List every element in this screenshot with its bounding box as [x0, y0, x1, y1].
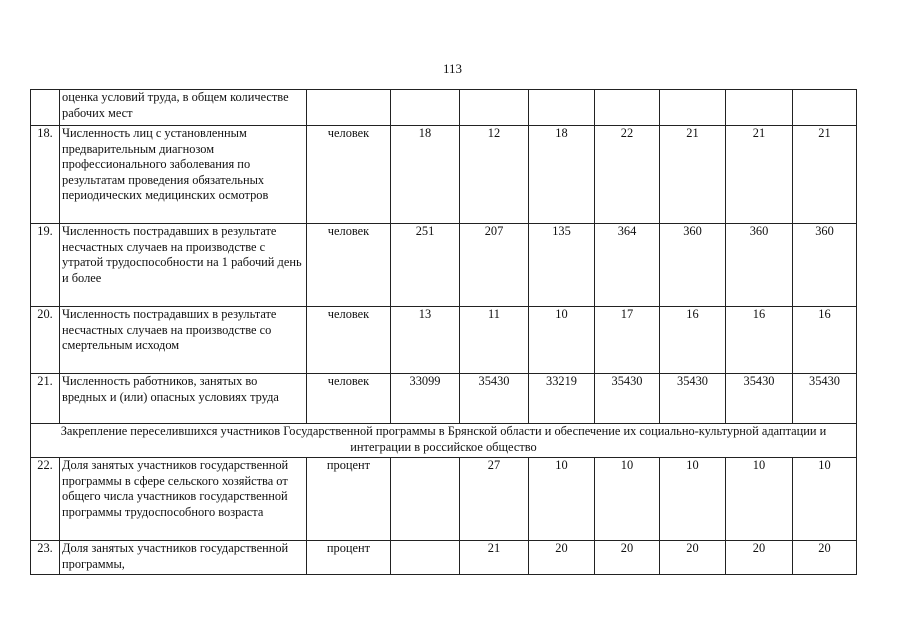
table-row	[31, 541, 857, 575]
value-cell: 20	[726, 541, 793, 575]
value-cell: 18	[529, 126, 595, 224]
indicator-name: Численность пострадавших в результате несчастных случаев на производстве со смертельным исходом	[60, 307, 307, 374]
value-cell: 13	[391, 307, 460, 374]
table-row	[31, 126, 857, 224]
indicator-name: Численность пострадавших в результате несчастных случаев на производстве с утратой трудоспособности на 1 рабочий день и более	[60, 224, 307, 307]
value-cell: 10	[529, 307, 595, 374]
value-cell: 16	[793, 307, 857, 374]
table-row	[31, 90, 857, 126]
value-cell: 135	[529, 224, 595, 307]
value-cell	[391, 458, 460, 541]
indicator-name: Доля занятых участников государственной программы,	[60, 541, 307, 575]
value-cell: 10	[529, 458, 595, 541]
value-cell: 21	[460, 541, 529, 575]
value-cell	[391, 90, 460, 126]
value-cell: 16	[726, 307, 793, 374]
table-row	[31, 307, 857, 374]
value-cell: 33099	[391, 374, 460, 424]
value-cell	[460, 90, 529, 126]
row-number: 19.	[31, 224, 60, 307]
unit-cell: человек	[307, 126, 391, 224]
value-cell: 12	[460, 126, 529, 224]
value-cell: 18	[391, 126, 460, 224]
value-cell: 22	[595, 126, 660, 224]
value-cell	[529, 90, 595, 126]
value-cell: 251	[391, 224, 460, 307]
value-cell: 360	[726, 224, 793, 307]
page-number: 113	[442, 61, 463, 76]
value-cell: 20	[529, 541, 595, 575]
value-cell: 10	[660, 458, 726, 541]
value-cell: 33219	[529, 374, 595, 424]
unit-cell: человек	[307, 374, 391, 424]
value-cell: 35430	[660, 374, 726, 424]
unit-cell: человек	[307, 224, 391, 307]
indicators-table	[30, 89, 857, 575]
indicator-name: оценка условий труда, в общем количестве рабочих мест	[60, 90, 307, 126]
unit-cell	[307, 90, 391, 126]
table-row	[31, 224, 857, 307]
value-cell	[726, 90, 793, 126]
value-cell: 20	[793, 541, 857, 575]
value-cell: 27	[460, 458, 529, 541]
unit-cell: человек	[307, 307, 391, 374]
table-row	[31, 458, 857, 541]
value-cell: 35430	[595, 374, 660, 424]
section-heading: Закрепление переселившихся участников Государственной программы в Брянской области и обеспечение их социально-культурной адаптации и интеграции в российское общество	[31, 424, 857, 458]
value-cell: 17	[595, 307, 660, 374]
row-number	[31, 90, 60, 126]
value-cell: 20	[660, 541, 726, 575]
value-cell: 10	[595, 458, 660, 541]
value-cell	[793, 90, 857, 126]
value-cell: 10	[793, 458, 857, 541]
value-cell: 364	[595, 224, 660, 307]
row-number: 23.	[31, 541, 60, 575]
indicator-name: Численность лиц с установленным предварительным диагнозом профессионального заболевания по результатам проведения обязательных периодических медицинских осмотров	[60, 126, 307, 224]
value-cell: 360	[793, 224, 857, 307]
value-cell: 207	[460, 224, 529, 307]
unit-cell: процент	[307, 458, 391, 541]
indicator-name: Доля занятых участников государственной программы в сфере сельского хозяйства от общего числа участников государственной программы трудоспособного возраста	[60, 458, 307, 541]
value-cell: 35430	[793, 374, 857, 424]
value-cell: 16	[660, 307, 726, 374]
row-number: 22.	[31, 458, 60, 541]
row-number: 21.	[31, 374, 60, 424]
value-cell: 11	[460, 307, 529, 374]
value-cell	[595, 90, 660, 126]
section-heading-row	[31, 424, 857, 458]
value-cell: 21	[793, 126, 857, 224]
value-cell: 20	[595, 541, 660, 575]
value-cell: 10	[726, 458, 793, 541]
value-cell: 21	[726, 126, 793, 224]
table-row	[31, 374, 857, 424]
value-cell: 360	[660, 224, 726, 307]
row-number: 18.	[31, 126, 60, 224]
value-cell	[391, 541, 460, 575]
value-cell: 35430	[726, 374, 793, 424]
indicator-name: Численность работников, занятых во вредных и (или) опасных условиях труда	[60, 374, 307, 424]
value-cell	[660, 90, 726, 126]
value-cell: 21	[660, 126, 726, 224]
value-cell: 35430	[460, 374, 529, 424]
row-number: 20.	[31, 307, 60, 374]
unit-cell: процент	[307, 541, 391, 575]
